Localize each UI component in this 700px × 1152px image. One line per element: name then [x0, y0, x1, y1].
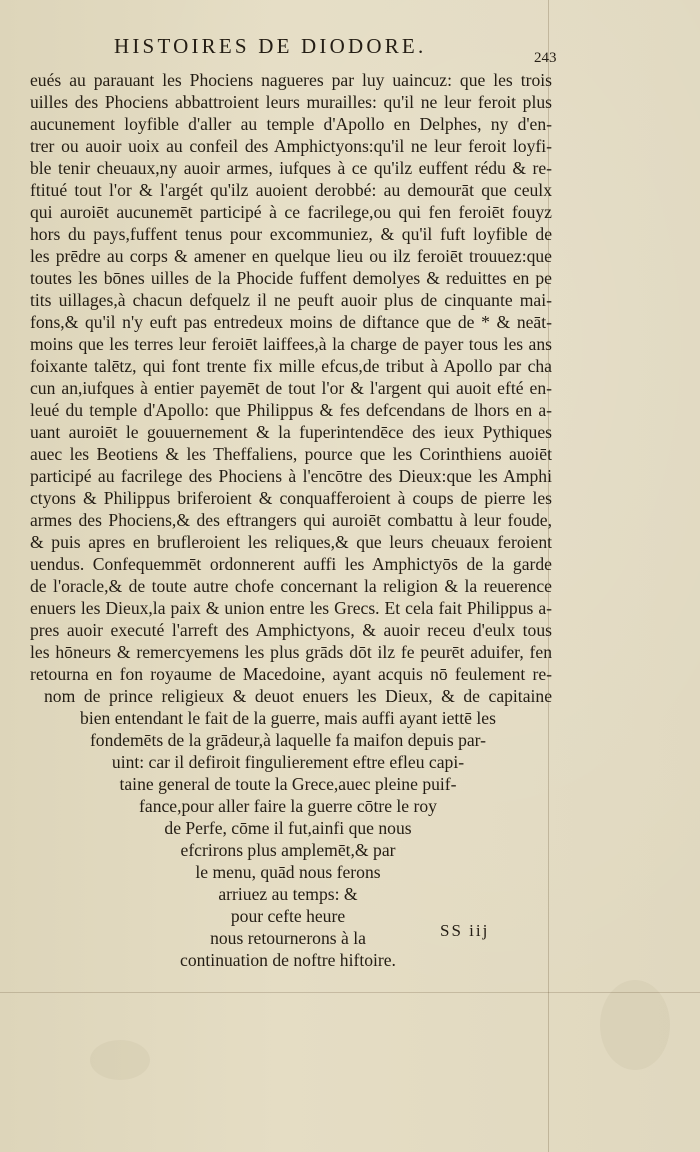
running-title: HISTOIRES DE DIODORE.: [114, 34, 427, 58]
page-number: 243: [534, 50, 557, 66]
text-line: nom de prince religieux & deuot enuers les Dieux, & de capitaine: [44, 686, 552, 706]
tail-line: fance,pour aller faire la guerre cōtre le roy: [139, 796, 437, 816]
text-line: ble tenir cheuaux,ny auoir armes, iufques à ce qu'ilz euffent rédu & re-: [30, 158, 552, 178]
tail-line: pour cefte heure: [230, 906, 346, 926]
text-line: participé au facrilege des Phociens à l'encōtre des Dieux:que les Amphi: [30, 466, 552, 486]
page-crease-line: [0, 992, 700, 993]
text-line: retourna en fon royaume de Macedoine, ayant acquis nō feulement re-: [30, 664, 552, 684]
text-line: foixante talētz, qui font trente fix mille efcus,de tribut à Apollo par cha: [30, 356, 552, 376]
text-line: aucunement loyfible d'aller au temple d'Apollo en Delphes, ny d'en-: [30, 114, 552, 134]
text-line: de l'oracle,& de toute autre chofe concernant la religion & la reuerence: [30, 576, 552, 596]
text-line: leué du temple d'Apollo: que Philippus & fes defcendans de lhors en a-: [30, 400, 552, 420]
tail-line: le menu, quād nous ferons: [195, 862, 381, 882]
text-line: qui auroiēt aucunemēt participé à ce facrilege,ou qui fen feroiēt fouyz: [30, 202, 552, 222]
tail-line: arriuez au temps: &: [218, 884, 358, 904]
text-line: eués au parauant les Phociens nagueres par luy uaincuz: que les trois: [30, 70, 552, 90]
text-line: ftitué tout l'or & l'argét qu'ilz auoient derobbé: au demourāt que ceulx: [30, 180, 552, 200]
text-line: ctyons & Philippus briferoient & conquafferoient à coups de pierre les: [30, 488, 552, 508]
text-line: & puis apres en brufleroient les reliques,& que leurs cheuaux feroient: [30, 532, 552, 552]
text-line: uant auroiēt le gouuernement & la fuperintendēce des ieux Pythiques: [30, 422, 552, 442]
paper-stain: [90, 1040, 150, 1080]
tail-line: de Perfe, cōme il fut,ainfi que nous: [164, 818, 412, 838]
tail-line: bien entendant le fait de la guerre, mais auffi ayant iettē les: [80, 708, 496, 728]
text-line: enuers les Dieux,la paix & union entre les Grecs. Et cela fait Philippus a-: [30, 598, 552, 618]
text-line: hors du pays,fuffent tenus pour excommuniez, & qu'il fuft loyfible de: [30, 224, 552, 244]
text-line: uendus. Confequemmēt ordonnerent auffi les Amphictyōs de la garde: [30, 554, 552, 574]
tail-line: fondemēts de la grādeur,à laquelle fa maifon depuis par-: [89, 730, 487, 750]
text-line: les prēdre au corps & amener en quelque lieu ou ilz feroiēt trouuez:que: [30, 246, 552, 266]
text-line: armes des Phociens,& des eftrangers qui auroiēt combattu à leur foude,: [30, 510, 552, 530]
tail-line: nous retournerons à la: [210, 928, 366, 948]
tail-line: continuation de noftre hiftoire.: [180, 950, 396, 970]
text-line: les hōneurs & remercyemens les plus grāds dōt ilz fe peurēt aduifer, fen: [30, 642, 552, 662]
text-line: tits uillages,à chacun defquelz il ne peuft auoir plus de cinquante mai-: [30, 290, 552, 310]
text-line: cun an,iufques à entier payemēt de tout l'or & l'argent qui auoit efté en-: [30, 378, 552, 398]
signature-mark: SS iij: [440, 921, 490, 940]
tail-line: taine general de toute la Grece,auec pleine puif-: [119, 774, 457, 794]
text-line: pres auoir executé l'arreft des Amphictyons, & auoir receu d'eulx tous: [30, 620, 552, 640]
tail-line: efcrirons plus amplemēt,& par: [180, 840, 396, 860]
text-line: uilles des Phociens abbattroient leurs murailles: qu'il ne leur feroit plus: [30, 92, 552, 112]
paper-stain: [600, 980, 670, 1070]
text-line: trer ou auoir uoix au confeil des Amphictyons:qu'il ne leur feroit loyfi-: [30, 136, 552, 156]
tail-line: uint: car il defiroit fingulierement eftre efleu capi-: [111, 752, 465, 772]
text-line: toutes les bōnes uilles de la Phocide fuffent demolyes & reduittes en pe: [30, 268, 552, 288]
text-line: moins que les terres leur feroiēt laiffees,à la charge de payer tous les ans: [30, 334, 552, 354]
text-line: fons,& qu'il n'y euft pas entredeux moins de diftance que de * & neāt-: [30, 312, 552, 332]
text-line: auec les Beotiens & les Theffaliens, pource que les Corinthiens auoiēt: [30, 444, 552, 464]
